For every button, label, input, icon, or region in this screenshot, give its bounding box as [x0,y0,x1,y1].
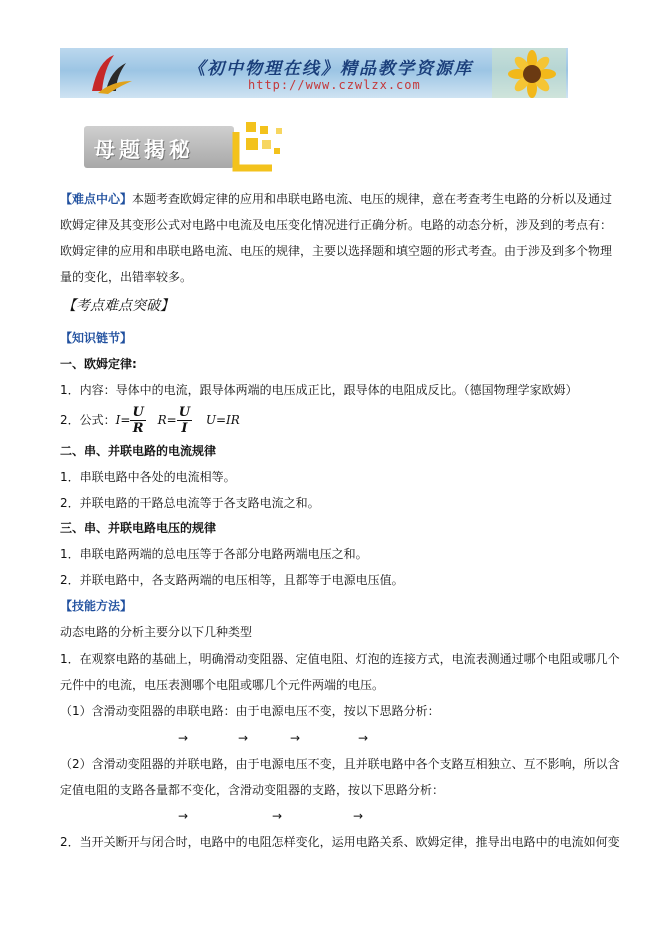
logo-icon [88,51,134,95]
ohms-law-content: 1．内容：导体中的电流，跟导体两端的电压成正比，跟导体的电阻成反比。（德国物理学家欧姆） [60,383,578,397]
intro-line-4: 量的变化，出错率较多。 [60,270,193,284]
skills-point-2-line-1: 2．当开关断开与闭合时，电路中的电阻怎样变化，运用电路关系、欧姆定律，推导出电路中的电流如何变 [60,835,620,849]
current-rule-1: 1．串联电路中各处的电流相等。 [60,470,236,484]
sunflower-icon [492,48,566,98]
current-rule-2: 2．并联电路的干路总电流等于各支路电流之和。 [60,496,320,510]
parallel-analysis-line-1: （2）含滑动变阻器的并联电路，由于电源电压不变，且并联电路中各个支路互相独立、互不影响，所以含 [60,757,620,771]
heading-ohms-law: 一、欧姆定律: [60,357,137,371]
section-header [84,118,294,176]
banner-title: 《初中物理在线》精品教学资源库 [188,59,473,79]
parallel-analysis-line-2: 定值电阻的支路各量都不变化，含滑动变阻器的支路，按以下思路分析： [60,783,445,797]
header-banner [60,48,568,98]
banner-url: http://www.czwlzx.com [248,78,421,92]
skills-tag: 【技能方法】 [60,599,133,613]
voltage-rule-1: 1．串联电路两端的总电压等于各部分电路两端电压之和。 [60,547,368,561]
heading-current-rules: 二、串、并联电路的电流规律 [60,444,217,458]
arrow-5: → [178,809,189,823]
series-analysis: （1）含滑动变阻器的串联电路：由于电源电压不变，按以下思路分析： [60,704,440,718]
arrow-6: → [272,809,283,823]
fraction-u-over-i: $\frac{U}{I}$ [178,405,191,436]
section-title: 母题揭秘 [94,138,194,162]
arrow-2: → [238,731,249,745]
skills-point-1-line-2: 元件中的电流，电压表测哪个电阻或哪几个元件两端的电压。 [60,678,385,692]
breakthrough-heading: 【考点难点突破】 [62,298,174,314]
intro-line-1: 【难点中心】本题考查欧姆定律的应用和串联电路电流、电压的规律，意在考查考生电路的分析以及通过 [60,192,613,206]
heading-voltage-rules: 三、串、并联电路电压的规律 [60,521,217,535]
arrow-7: → [353,809,364,823]
intro-line-3: 欧姆定律的应用和串联电路电流、电压的规律，主要以选择题和填空题的形式考查。由于涉及到多个物理 [60,244,613,258]
knowledge-tag: 【知识链节】 [60,331,133,345]
intro-line-2: 欧姆定律及其变形公式对电路中电流及电压变化情况进行正确分析。电路的动态分析，涉及到的考点有： [60,218,613,232]
fraction-u-over-r: $\frac{U}{R}$ [132,405,144,436]
skills-point-1-line-1: 1．在观察电路的基础上，明确滑动变阻器、定值电阻、灯泡的连接方式，电流表测通过哪个电阻或哪几个 [60,652,620,666]
arrow-4: → [358,731,369,745]
arrow-1: → [178,731,189,745]
skills-lead: 动态电路的分析主要分以下几种类型 [60,625,253,639]
ohms-law-formula: 2．公式：I= $\frac{U}{R}$ R= $\frac{U}{I}$ U=IR [60,405,240,436]
arrow-3: → [290,731,301,745]
block-decoration-icon [232,118,292,176]
voltage-rule-2: 2．并联电路中，各支路两端的电压相等，且都等于电源电压值。 [60,573,404,587]
difficulty-tag: 【难点中心】 [60,192,133,206]
